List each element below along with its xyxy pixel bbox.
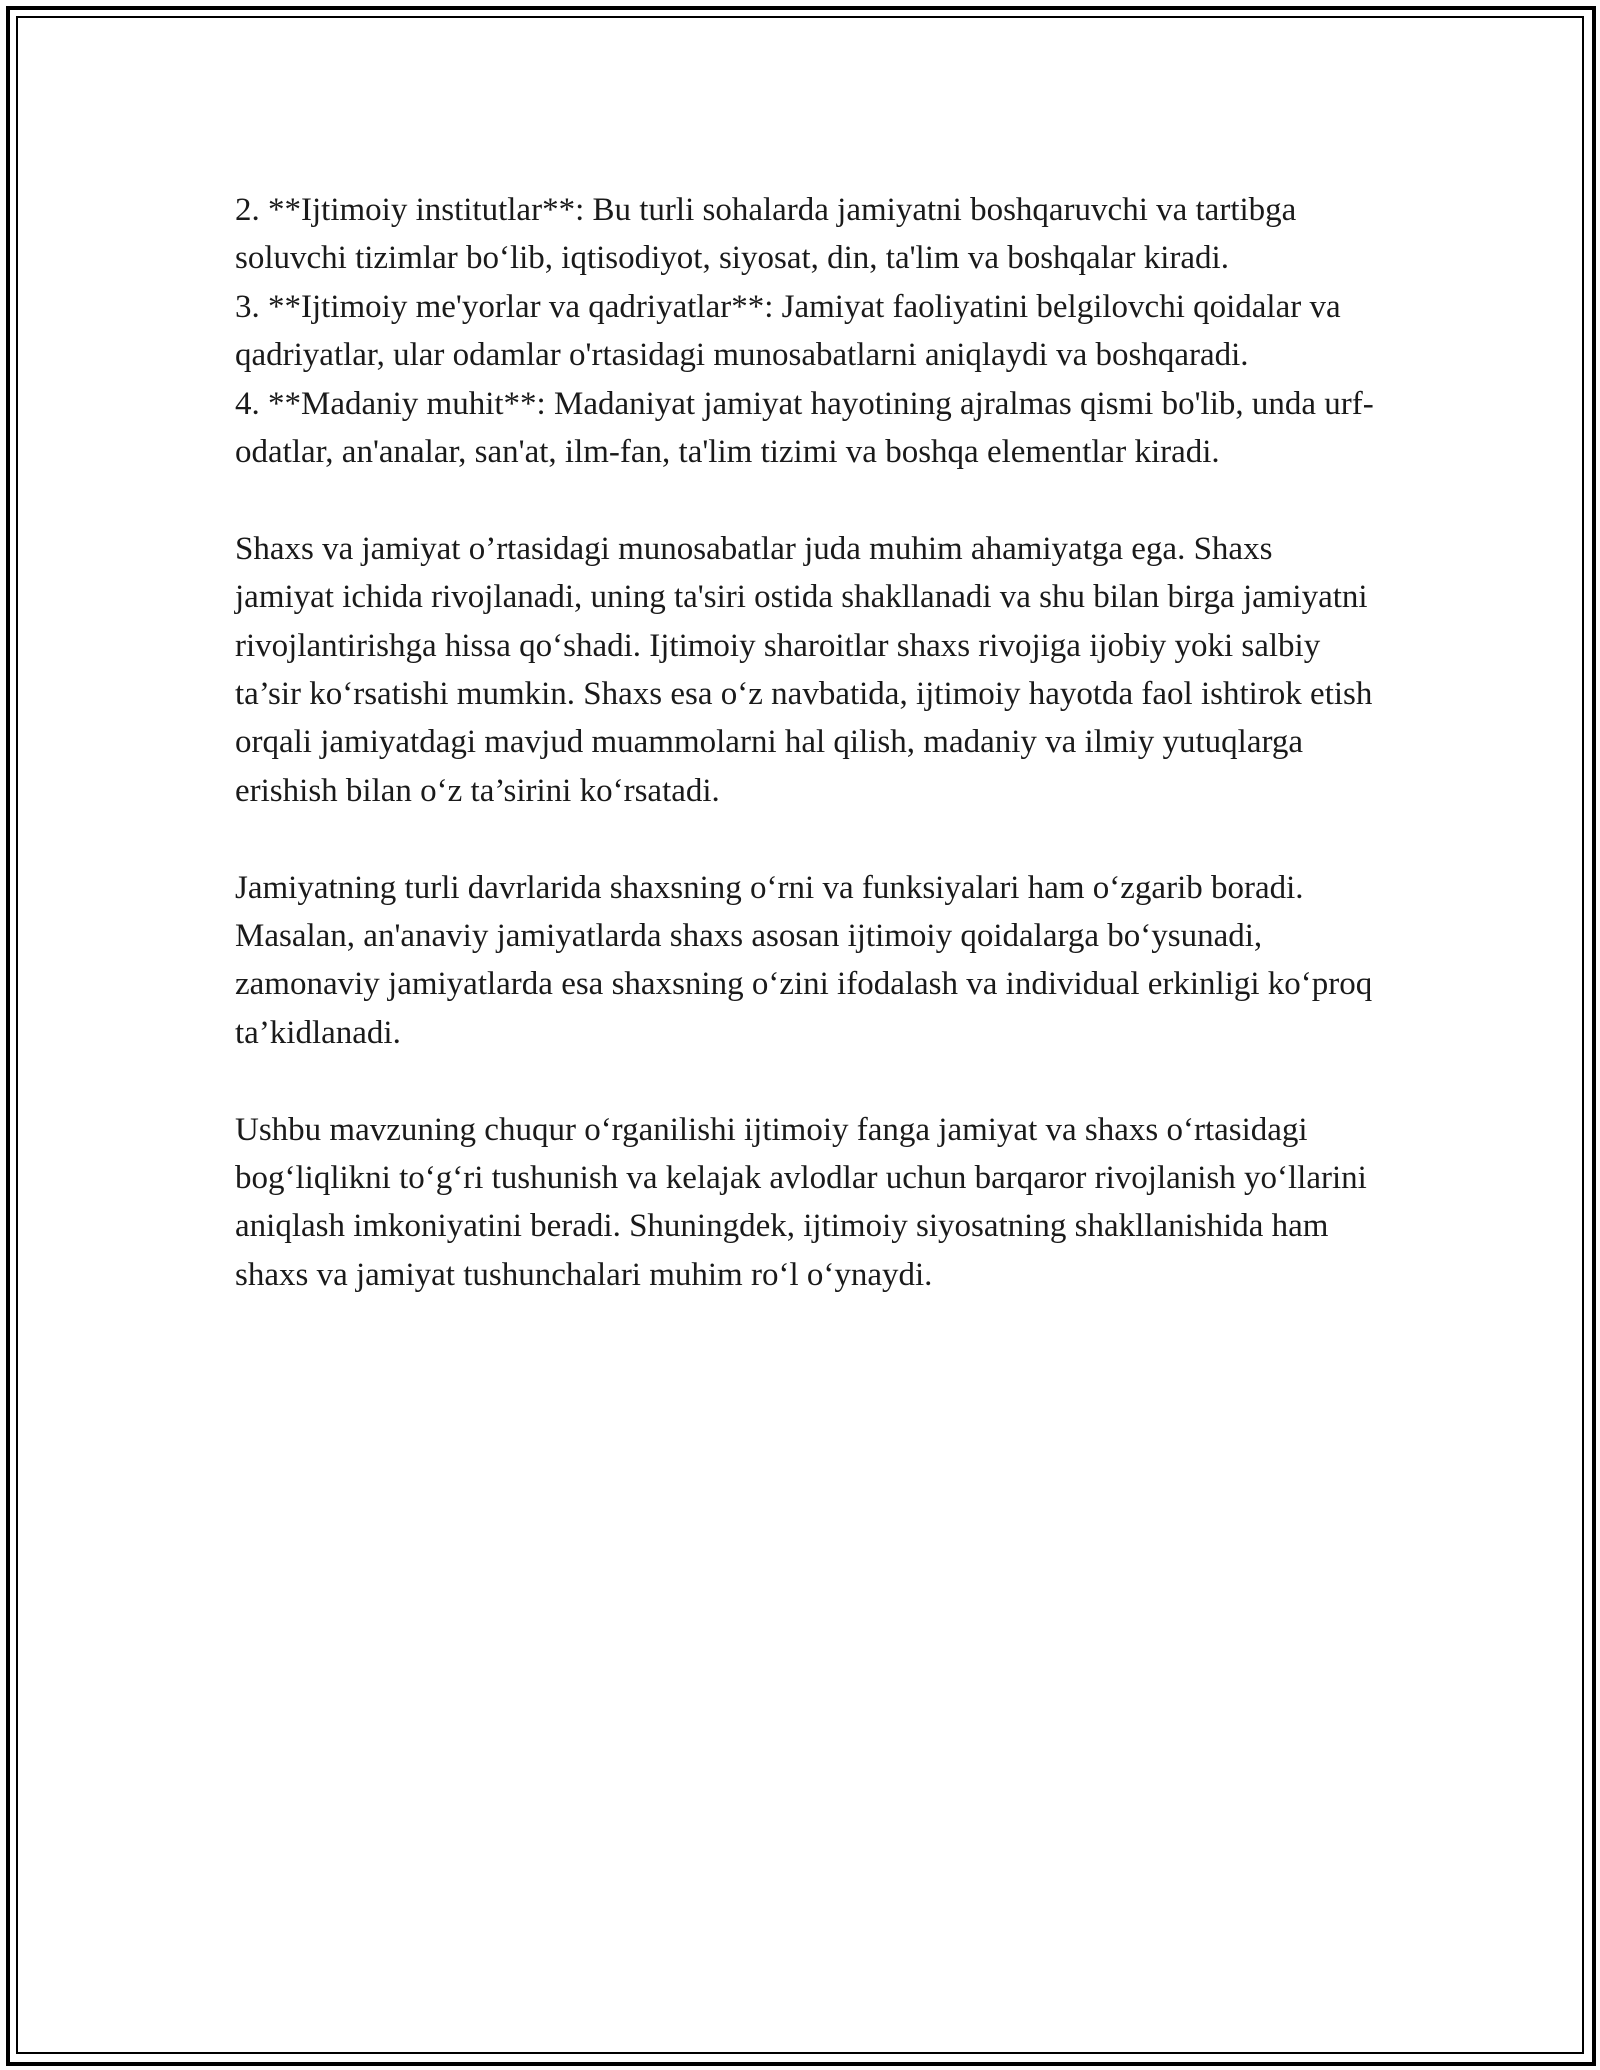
paragraph-individual-society-relations: Shaxs va jamiyat o’rtasidagi munosabatlar juda muhim ahamiyatga ega. Shaxs jamiyat ichida rivojlanadi, uning ta'siri ostida shakllanadi va shu bilan birga jamiyatni rivojlantirishga hissa qo‘shadi. Ijtimoiy sharoitlar shaxs rivojiga ijobiy yoki salbiy ta’sir ko‘rsatishi mumkin. Shaxs esa o‘z navbatida, ijtimoiy hayotda faol ishtirok etish orqali jamiyatdagi mavjud muammolarni hal qilish, madaniy va ilmiy yutuqlarga erishish bilan o‘z ta’sirini ko‘rsatadi. (235, 530, 1373, 809)
list-item-social-institutions: 2. **Ijtimoiy institutlar**: Bu turli sohalarda jamiyatni boshqaruvchi va tartibga soluvchi tizimlar bo‘lib, iqtisodiyot, siyosat, din, ta'lim va boshqalar kiradi. (235, 192, 1297, 277)
list-item-social-norms-values: 3. **Ijtimoiy me'yorlar va qadriyatlar**: Jamiyat faoliyatini belgilovchi qoidalar va qadriyatlar, ular odamlar o'rtasidagi munosabatlarni aniqlaydi va boshqaradi. (235, 288, 1341, 374)
list-item-cultural-environment: 4. **Madaniy muhit**: Madaniyat jamiyat hayotining ajralmas qismi bo'lib, unda urf-odatlar, an'analar, san'at, ilm-fan, ta'lim tizimi va boshqa elementlar kiradi. (235, 385, 1374, 471)
paragraph-role-changes: Jamiyatning turli davrlarida shaxsning o‘rni va funksiyalari ham o‘zgarib boradi. Masalan, an'anaviy jamiyatlarda shaxs asosan ijtimoiy qoidalarga bo‘ysunadi, zamonaviy jamiyatlarda esa shaxsning o‘zini ifodalash va individual erkinligi ko‘proq ta’kidlanadi. (235, 869, 1373, 1051)
paragraph-study-importance: Ushbu mavzuning chuqur o‘rganilishi ijtimoiy fanga jamiyat va shaxs o‘rtasidagi bog‘liqlikni to‘g‘ri tushunish va kelajak avlodlar uchun barqaror rivojlanish yo‘llarini aniqlash imkoniyatini beradi. Shuningdek, ijtimoiy siyosatning shakllanishida ham shaxs va jamiyat tushunchalari muhim ro‘l o‘ynaydi. (235, 1111, 1367, 1293)
document-body (235, 186, 1375, 1299)
